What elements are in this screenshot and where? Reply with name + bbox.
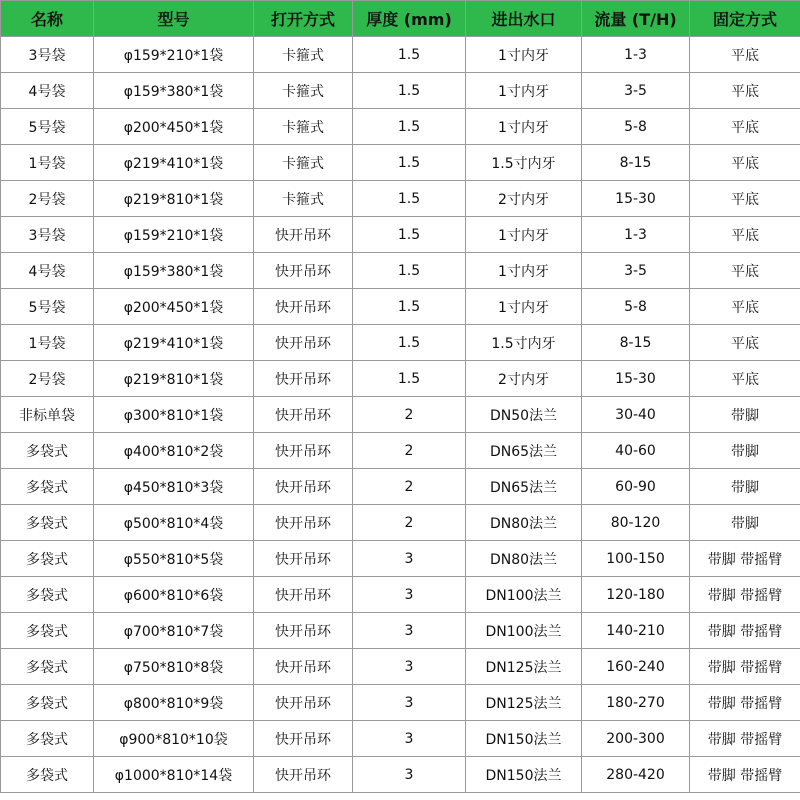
cell-model: φ200*450*1袋: [94, 109, 254, 145]
header-thickness: 厚度 (mm): [353, 1, 466, 37]
cell-thickness: 3: [353, 757, 466, 793]
cell-flow: 15-30: [582, 361, 690, 397]
cell-inlet-outlet: DN100法兰: [466, 577, 582, 613]
cell-opening-method: 快开吊环: [254, 649, 353, 685]
table-row: [1, 469, 800, 505]
table-row: [1, 289, 800, 325]
cell-inlet-outlet: DN65法兰: [466, 433, 582, 469]
cell-opening-method: 卡箍式: [254, 145, 353, 181]
cell-thickness: 3: [353, 541, 466, 577]
cell-fixing-method: 带脚: [690, 397, 800, 433]
cell-inlet-outlet: 1寸内牙: [466, 289, 582, 325]
cell-flow: 1-3: [582, 217, 690, 253]
table-row: [1, 145, 800, 181]
cell-name: 2号袋: [1, 181, 94, 217]
cell-model: φ159*210*1袋: [94, 217, 254, 253]
cell-thickness: 1.5: [353, 361, 466, 397]
cell-fixing-method: 带脚 带摇臂: [690, 685, 800, 721]
cell-opening-method: 卡箍式: [254, 73, 353, 109]
cell-name: 多袋式: [1, 685, 94, 721]
cell-fixing-method: 平底: [690, 361, 800, 397]
cell-flow: 280-420: [582, 757, 690, 793]
cell-flow: 140-210: [582, 613, 690, 649]
cell-thickness: 1.5: [353, 217, 466, 253]
cell-inlet-outlet: 1寸内牙: [466, 217, 582, 253]
cell-inlet-outlet: 1.5寸内牙: [466, 325, 582, 361]
cell-inlet-outlet: DN150法兰: [466, 721, 582, 757]
cell-inlet-outlet: 2寸内牙: [466, 361, 582, 397]
table-header: [1, 1, 800, 37]
cell-inlet-outlet: 1.5寸内牙: [466, 145, 582, 181]
cell-flow: 100-150: [582, 541, 690, 577]
cell-model: φ800*810*9袋: [94, 685, 254, 721]
cell-name: 多袋式: [1, 649, 94, 685]
cell-thickness: 3: [353, 721, 466, 757]
cell-fixing-method: 带脚 带摇臂: [690, 541, 800, 577]
cell-thickness: 3: [353, 577, 466, 613]
cell-model: φ900*810*10袋: [94, 721, 254, 757]
table-row: [1, 109, 800, 145]
cell-inlet-outlet: DN80法兰: [466, 541, 582, 577]
cell-fixing-method: 带脚 带摇臂: [690, 649, 800, 685]
table-row: [1, 757, 800, 793]
table-row: [1, 649, 800, 685]
cell-thickness: 1.5: [353, 181, 466, 217]
cell-flow: 200-300: [582, 721, 690, 757]
cell-thickness: 1.5: [353, 37, 466, 73]
cell-name: 5号袋: [1, 109, 94, 145]
table-row: [1, 253, 800, 289]
cell-fixing-method: 带脚: [690, 505, 800, 541]
cell-model: φ159*380*1袋: [94, 253, 254, 289]
cell-fixing-method: 平底: [690, 325, 800, 361]
cell-thickness: 1.5: [353, 253, 466, 289]
table-row: [1, 217, 800, 253]
cell-opening-method: 快开吊环: [254, 397, 353, 433]
cell-flow: 8-15: [582, 145, 690, 181]
cell-thickness: 1.5: [353, 325, 466, 361]
cell-opening-method: 快开吊环: [254, 325, 353, 361]
cell-flow: 60-90: [582, 469, 690, 505]
header-flow: 流量 (T/H): [582, 1, 690, 37]
cell-model: φ500*810*4袋: [94, 505, 254, 541]
cell-inlet-outlet: 1寸内牙: [466, 73, 582, 109]
cell-fixing-method: 平底: [690, 253, 800, 289]
table-row: [1, 181, 800, 217]
cell-flow: 3-5: [582, 73, 690, 109]
cell-flow: 180-270: [582, 685, 690, 721]
cell-flow: 5-8: [582, 289, 690, 325]
cell-inlet-outlet: 1寸内牙: [466, 253, 582, 289]
cell-flow: 3-5: [582, 253, 690, 289]
cell-flow: 120-180: [582, 577, 690, 613]
cell-thickness: 3: [353, 649, 466, 685]
cell-inlet-outlet: DN50法兰: [466, 397, 582, 433]
table-body: [1, 37, 800, 793]
table-row: [1, 73, 800, 109]
cell-name: 非标单袋: [1, 397, 94, 433]
cell-name: 5号袋: [1, 289, 94, 325]
cell-thickness: 2: [353, 397, 466, 433]
cell-opening-method: 快开吊环: [254, 721, 353, 757]
cell-fixing-method: 带脚: [690, 433, 800, 469]
cell-inlet-outlet: DN125法兰: [466, 685, 582, 721]
cell-opening-method: 快开吊环: [254, 685, 353, 721]
cell-opening-method: 快开吊环: [254, 217, 353, 253]
table-row: [1, 541, 800, 577]
cell-opening-method: 快开吊环: [254, 433, 353, 469]
table-row: [1, 37, 800, 73]
cell-name: 4号袋: [1, 73, 94, 109]
cell-flow: 160-240: [582, 649, 690, 685]
cell-model: φ159*210*1袋: [94, 37, 254, 73]
cell-inlet-outlet: 2寸内牙: [466, 181, 582, 217]
cell-model: φ550*810*5袋: [94, 541, 254, 577]
cell-inlet-outlet: DN80法兰: [466, 505, 582, 541]
cell-model: φ750*810*8袋: [94, 649, 254, 685]
cell-name: 1号袋: [1, 325, 94, 361]
header-inlet-outlet: 进出水口: [466, 1, 582, 37]
cell-model: φ219*410*1袋: [94, 325, 254, 361]
cell-thickness: 2: [353, 433, 466, 469]
table-row: [1, 397, 800, 433]
cell-inlet-outlet: DN150法兰: [466, 757, 582, 793]
cell-name: 4号袋: [1, 253, 94, 289]
cell-fixing-method: 带脚 带摇臂: [690, 577, 800, 613]
cell-flow: 30-40: [582, 397, 690, 433]
cell-flow: 80-120: [582, 505, 690, 541]
table-row: [1, 325, 800, 361]
cell-name: 多袋式: [1, 613, 94, 649]
cell-opening-method: 快开吊环: [254, 613, 353, 649]
cell-fixing-method: 平底: [690, 109, 800, 145]
header-fixing-method: 固定方式: [690, 1, 800, 37]
cell-fixing-method: 平底: [690, 73, 800, 109]
cell-name: 多袋式: [1, 469, 94, 505]
cell-fixing-method: 平底: [690, 181, 800, 217]
cell-inlet-outlet: 1寸内牙: [466, 109, 582, 145]
cell-model: φ600*810*6袋: [94, 577, 254, 613]
cell-name: 1号袋: [1, 145, 94, 181]
cell-model: φ300*810*1袋: [94, 397, 254, 433]
cell-opening-method: 快开吊环: [254, 253, 353, 289]
cell-opening-method: 卡箍式: [254, 37, 353, 73]
cell-fixing-method: 带脚 带摇臂: [690, 613, 800, 649]
cell-opening-method: 卡箍式: [254, 181, 353, 217]
header-opening-method: 打开方式: [254, 1, 353, 37]
cell-name: 2号袋: [1, 361, 94, 397]
cell-model: φ700*810*7袋: [94, 613, 254, 649]
cell-inlet-outlet: 1寸内牙: [466, 37, 582, 73]
table-row: [1, 613, 800, 649]
cell-name: 多袋式: [1, 505, 94, 541]
cell-thickness: 3: [353, 613, 466, 649]
header-row: [1, 1, 800, 37]
table-row: [1, 685, 800, 721]
cell-model: φ1000*810*14袋: [94, 757, 254, 793]
cell-flow: 5-8: [582, 109, 690, 145]
cell-model: φ219*810*1袋: [94, 181, 254, 217]
cell-fixing-method: 平底: [690, 217, 800, 253]
cell-name: 多袋式: [1, 577, 94, 613]
cell-opening-method: 快开吊环: [254, 541, 353, 577]
cell-name: 多袋式: [1, 541, 94, 577]
cell-inlet-outlet: DN125法兰: [466, 649, 582, 685]
table-row: [1, 361, 800, 397]
cell-fixing-method: 平底: [690, 145, 800, 181]
cell-opening-method: 快开吊环: [254, 289, 353, 325]
cell-model: φ200*450*1袋: [94, 289, 254, 325]
cell-model: φ159*380*1袋: [94, 73, 254, 109]
header-name: 名称: [1, 1, 94, 37]
cell-opening-method: 快开吊环: [254, 757, 353, 793]
cell-name: 多袋式: [1, 433, 94, 469]
cell-name: 多袋式: [1, 721, 94, 757]
cell-thickness: 1.5: [353, 145, 466, 181]
cell-model: φ400*810*2袋: [94, 433, 254, 469]
header-model: 型号: [94, 1, 254, 37]
cell-flow: 8-15: [582, 325, 690, 361]
cell-opening-method: 快开吊环: [254, 505, 353, 541]
cell-fixing-method: 带脚 带摇臂: [690, 757, 800, 793]
cell-fixing-method: 平底: [690, 37, 800, 73]
cell-name: 3号袋: [1, 37, 94, 73]
cell-model: φ219*410*1袋: [94, 145, 254, 181]
table-row: [1, 505, 800, 541]
cell-fixing-method: 平底: [690, 289, 800, 325]
cell-thickness: 3: [353, 685, 466, 721]
table-row: [1, 721, 800, 757]
cell-model: φ450*810*3袋: [94, 469, 254, 505]
cell-opening-method: 快开吊环: [254, 469, 353, 505]
cell-inlet-outlet: DN100法兰: [466, 613, 582, 649]
cell-thickness: 1.5: [353, 109, 466, 145]
cell-name: 多袋式: [1, 757, 94, 793]
cell-fixing-method: 带脚: [690, 469, 800, 505]
table-row: [1, 433, 800, 469]
cell-flow: 40-60: [582, 433, 690, 469]
cell-thickness: 2: [353, 505, 466, 541]
table-row: [1, 577, 800, 613]
cell-thickness: 1.5: [353, 289, 466, 325]
cell-opening-method: 卡箍式: [254, 109, 353, 145]
cell-model: φ219*810*1袋: [94, 361, 254, 397]
cell-inlet-outlet: DN65法兰: [466, 469, 582, 505]
cell-opening-method: 快开吊环: [254, 361, 353, 397]
cell-thickness: 1.5: [353, 73, 466, 109]
cell-fixing-method: 带脚 带摇臂: [690, 721, 800, 757]
cell-thickness: 2: [353, 469, 466, 505]
cell-flow: 15-30: [582, 181, 690, 217]
cell-opening-method: 快开吊环: [254, 577, 353, 613]
cell-flow: 1-3: [582, 37, 690, 73]
cell-name: 3号袋: [1, 217, 94, 253]
